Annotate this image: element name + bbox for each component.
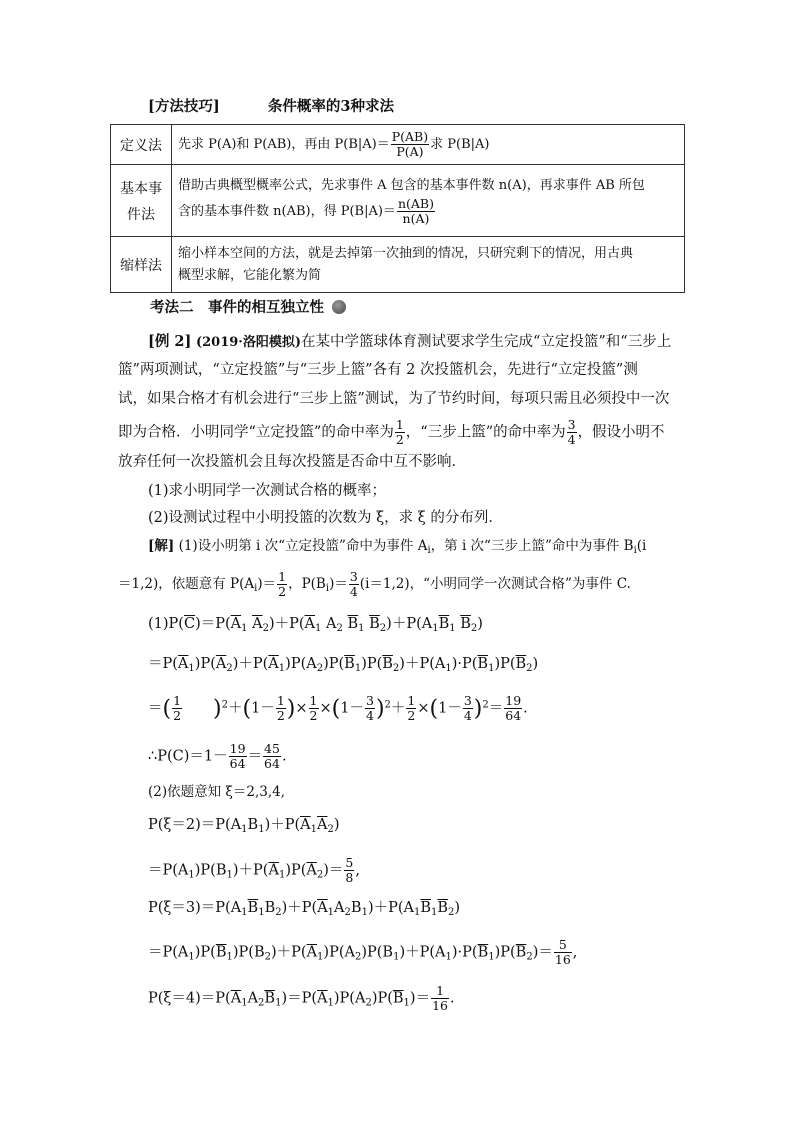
solution-line: ＝1,2)，依题意有 $P(A_i)=$ $\frac{1}{2}$ ，$P(B_i)=$ $\frac{3}{4}$ (i＝1,2)，“小明同学一次测试合格”为事件 C. [118, 569, 631, 599]
example-line [148, 332, 671, 353]
method-heading [148, 97, 394, 117]
fraction [395, 418, 405, 447]
frac-den: 16 [432, 998, 448, 1013]
frac-den: 4 [567, 432, 576, 447]
row-text: 借助古典概型概率公式，先求事件 A 包含的基本事件数 n(A)，再求事件 AB 所包 [178, 178, 645, 193]
bullet-dot-icon [332, 300, 346, 314]
frac-num: 3 [567, 417, 576, 432]
frac-den: 4 [365, 708, 374, 723]
frac-num: 1 [276, 693, 285, 708]
row-head [111, 165, 172, 237]
frac-den: 4 [463, 708, 472, 723]
row-head: 定义法 [111, 125, 172, 165]
example-text: 在某中学篮球体育测试要求学生完成“立定投篮”和“三步上 [300, 334, 672, 350]
frac-den: 64 [229, 756, 246, 771]
method-title: 条件概率的3种求法 [267, 98, 394, 115]
equation-line: $=P(A_1)P(\overline{B}_1)P(B_2)+P(\overline{A}_1)P(A_2)P(B_1)+P(A_1)\cdot P(\overline{B}_1)P(\overline{B}_2)=$ $\frac{5}{16}$ , [148, 937, 578, 967]
frac-num: 19 [505, 693, 522, 708]
frac-num: 19 [229, 741, 246, 756]
frac-num: 1 [278, 569, 287, 584]
fraction [397, 197, 435, 226]
frac-num: 3 [349, 569, 358, 584]
equation-text: ∴P(C)＝1－ [148, 748, 228, 765]
equation-line: ∴P(C)＝1－ $\frac{19}{64}$ ＝ $\frac{45}{64}$ . [148, 741, 287, 771]
frac-den: 2 [276, 708, 285, 723]
equation-line: ＝( $\frac{1}{2}$ )$^2$＋(1－ $\frac{1}{2}$ )× $\frac{1}{2}$ ×(1－ $\frac{3}{4}$ )$^2$＋ $\frac{1}{2}$ ×(1－ $\frac{3}{4}$ )$^2$＝ $\frac{19}{64}$ . [148, 693, 528, 723]
row-head-line: 件法 [127, 206, 155, 223]
frac-num: 3 [463, 693, 472, 708]
example-line: 篮”两项测试，“立定投篮”与“三步上篮”各有 2 次投篮机会，先进行“立定投篮”测 [118, 362, 638, 378]
solution-text: )＝ [329, 576, 348, 592]
frac-den: P(A) [396, 144, 424, 159]
question-1: (1)求小明同学一次测试合格的概率； [148, 483, 387, 499]
example-source: (2019·洛阳模拟) [195, 335, 301, 350]
frac-den: 16 [554, 952, 571, 967]
example-line: 放弃任何一次投篮机会且每次投篮是否命中互不影响． [118, 454, 466, 470]
table-row [111, 125, 685, 165]
part2-line: (2)依题意知 ξ＝2,3,4, [148, 784, 285, 800]
row-content [172, 165, 685, 237]
fraction [277, 570, 287, 599]
equation-line: $P(\xi=4)=P(\overline{A}_1A_2\overline{B}_1)=P(\overline{A}_1)P(A_2)P(\overline{B}_1)=$ $\frac{1}{16}$ . [148, 983, 455, 1013]
solution-text: ，第 i 次“三步上篮”命中为事件 B [430, 538, 634, 554]
row-content [172, 125, 685, 165]
frac-den: 64 [505, 708, 522, 723]
row-head-line: 基本事 [120, 180, 162, 197]
frac-num: 1 [395, 417, 404, 432]
frac-num: P(AB) [391, 129, 429, 144]
example-text: ，“三步上篮”的命中率为 [405, 424, 566, 441]
equation-line: $P(\xi=2)=P(A_1B_1)+P(\overline{A}_1\overline{A}_2)$ [148, 817, 340, 835]
frac-num: 5 [554, 938, 572, 953]
frac-den: 8 [345, 870, 354, 885]
solution-line: [解] (1)设小明第 i 次“立定投篮”命中为事件 $A_i$，第 i 次“三步上篮”命中为事件 $B_i(i$ [148, 538, 647, 556]
method-table [110, 124, 685, 293]
example-line [118, 418, 665, 447]
frac-den: 2 [278, 584, 287, 599]
fraction [391, 130, 429, 159]
frac-num: 5 [345, 855, 354, 870]
table-row [111, 165, 685, 237]
fraction [567, 418, 577, 447]
row-head: 缩样法 [111, 237, 172, 293]
frac-den: 2 [309, 708, 318, 723]
frac-den: 4 [349, 584, 358, 599]
frac-den: n(A) [402, 211, 430, 226]
frac-num: 1 [309, 693, 318, 708]
frac-den: 2 [407, 708, 416, 723]
method-tag: [方法技巧] [148, 98, 220, 115]
example-line: 试，如果合格才有机会进行“三步上篮”测试，为了节约时间，每项只需且必须投中一次 [118, 391, 670, 407]
frac-num: 1 [407, 693, 416, 708]
row-text: 含的基本事件数 n(AB)，得 P(B|A)＝ [178, 204, 396, 219]
solution-text: (i [636, 538, 647, 554]
frac-den: 64 [264, 756, 280, 771]
section-title-text: 考法二 事件的相互独立性 [150, 299, 324, 316]
fraction [349, 570, 359, 599]
solution-text: ，P(B [288, 576, 326, 592]
equation-line: $=P(\overline{A}_1)P(\overline{A}_2)+P(\overline{A}_1)P(A_2)P(\overline{B}_1)P(\overline{B}_2)+P(A_1)\cdot P(\overline{B}_1)P(\overline{B}_2)$ [148, 656, 539, 674]
solution-text: ＝1,2)，依题意有 P(A [118, 576, 255, 592]
example-label: [例 2] [148, 333, 192, 350]
frac-den: 2 [395, 432, 404, 447]
solution-text: (i＝1,2)，“小明同学一次测试合格”为事件 C. [359, 576, 631, 592]
section-title [150, 298, 346, 318]
row-text: 先求 P(A)和 P(AB)，再由 P(B|A)＝ [178, 137, 390, 152]
row-text: 概型求解，它能化繁为简 [178, 267, 322, 283]
equation-line: $P(\xi=3)=P(A_1\overline{B}_1B_2)+P(\overline{A}_1A_2B_1)+P(A_1\overline{B}_1\overline{B}_2)$ [148, 900, 461, 918]
table-row [111, 237, 685, 293]
solution-text: (1)设小明第 i 次“立定投篮”命中为事件 A [178, 538, 428, 554]
row-text: 缩小样本空间的方法，就是去掉第一次抽到的情况，只研究剩下的情况，用古典 [178, 245, 634, 261]
frac-num: 1 [431, 984, 449, 999]
frac-num: n(AB) [397, 196, 434, 211]
example-text: 即为合格．小明同学“立定投篮”的命中率为 [118, 424, 394, 441]
frac-num: 1 [173, 693, 182, 708]
equation-line: $(1)P(\overline{C})=P(\overline{A}_1$ $\overline{A}_2)+P(\overline{A}_1$ $A_2$ $\overline{B}_1$ $\overline{B}_2)+P(A_1\overline{B}_1$ $\overline{B}_2$) [148, 616, 483, 634]
frac-den: 2 [173, 708, 182, 723]
frac-num: 45 [264, 741, 280, 756]
row-content [172, 237, 685, 293]
solution-label: [解] [148, 538, 175, 554]
row-text: 求 P(B|A) [430, 137, 490, 152]
question-2: (2)设测试过程中小明投篮的次数为 ξ，求 ξ 的分布列． [148, 510, 503, 526]
frac-num: 3 [365, 693, 374, 708]
equation-line: $=P(A_1)P(B_1)+P(\overline{A}_1)P(\overline{A}_2)=$ $\frac{5}{8}$ , [148, 855, 360, 885]
example-text: ，假设小明不 [577, 424, 665, 441]
solution-text: )＝ [257, 576, 277, 592]
